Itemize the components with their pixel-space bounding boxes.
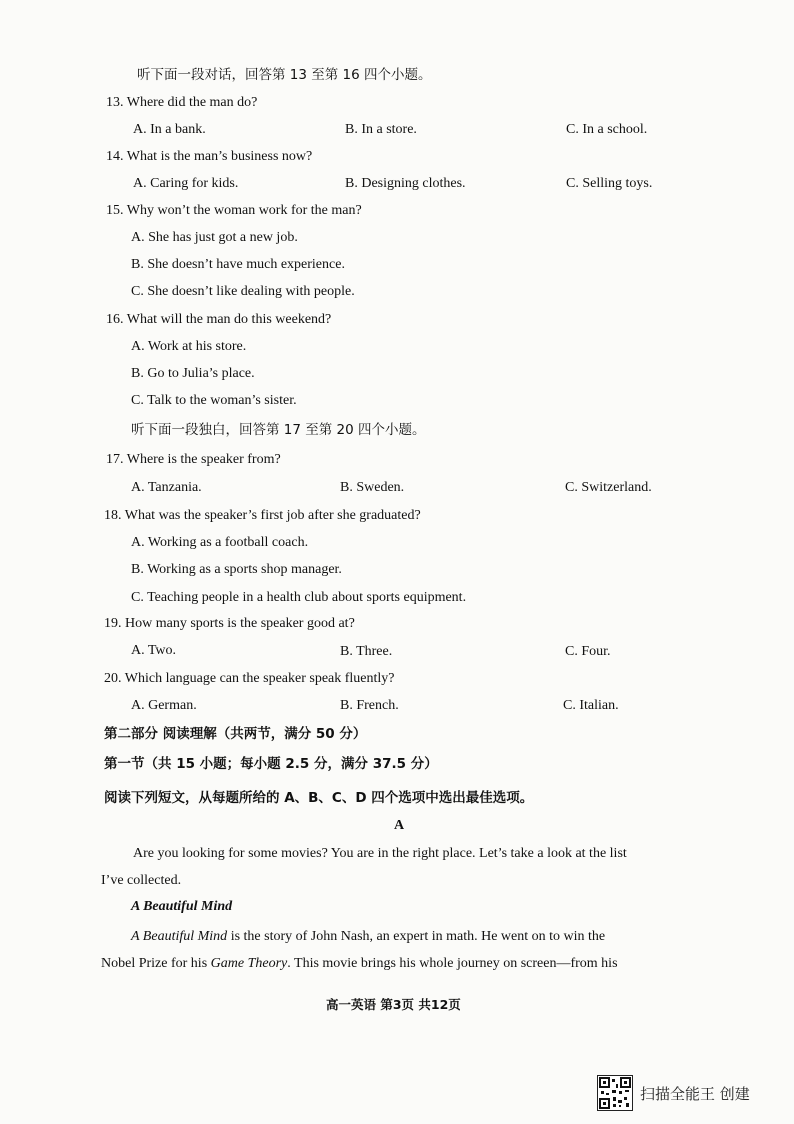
- question-20-stem: 20. Which language can the speaker speak fluently?: [104, 671, 395, 686]
- question-14-option-c: C. Selling toys.: [566, 176, 653, 191]
- passage-intro-line-1: Are you looking for some movies? You are in the right place. Let’s take a look at the list: [133, 846, 627, 861]
- paragraph-text-1: is the story of John Nash, an expert in math. He went on to win the: [227, 929, 606, 944]
- question-19-stem: 19. How many sports is the speaker good at?: [104, 616, 355, 631]
- question-14-option-b: B. Designing clothes.: [345, 176, 466, 191]
- question-17-option-c: C. Switzerland.: [565, 480, 652, 495]
- question-16-option-a: A. Work at his store.: [131, 339, 247, 354]
- question-18-option-c: C. Teaching people in a health club about sports equipment.: [131, 590, 467, 605]
- question-19-option-b: B. Three.: [340, 644, 393, 659]
- question-18-option-a: A. Working as a football coach.: [131, 535, 309, 550]
- question-14-stem: 14. What is the man’s business now?: [106, 149, 313, 164]
- passage-intro-line-2: I’ve collected.: [101, 873, 182, 888]
- question-15-option-c: C. She doesn’t like dealing with people.: [131, 284, 355, 299]
- movie-title-heading: A Beautiful Mind: [131, 899, 233, 914]
- question-20-option-b: B. French.: [340, 698, 399, 713]
- scanner-watermark: 扫描全能王 创建: [640, 1085, 750, 1103]
- question-16-stem: 16. What will the man do this weekend?: [106, 312, 332, 327]
- passage-paragraph-line-1: [131, 928, 605, 946]
- question-20-option-a: A. German.: [131, 698, 197, 713]
- question-17-option-a: A. Tanzania.: [131, 480, 202, 495]
- qr-code-icon: [597, 1075, 633, 1111]
- passage-paragraph-line-2: [101, 955, 618, 973]
- question-14-option-a: A. Caring for kids.: [133, 176, 239, 191]
- part-2-heading: 第二部分 阅读理解（共两节，满分 50 分）: [104, 726, 367, 742]
- question-15-stem: 15. Why won’t the woman work for the man?: [106, 203, 362, 218]
- question-13-stem: 13. Where did the man do?: [106, 95, 258, 110]
- reading-instructions: 阅读下列短文，从每题所给的 A、B、C、D 四个选项中选出最佳选项。: [104, 790, 534, 806]
- question-19-option-c: C. Four.: [565, 644, 611, 659]
- paragraph-text-2b: . This movie brings his whole journey on screen—from his: [287, 956, 618, 971]
- page-footer: 高一英语 第3页 共12页: [326, 997, 461, 1012]
- question-16-option-b: B. Go to Julia’s place.: [131, 366, 255, 381]
- question-17-stem: 17. Where is the speaker from?: [106, 452, 281, 467]
- monologue-section-instruction: 听下面一段独白，回答第 17 至第 20 四个小题。: [131, 422, 426, 438]
- movie-title-inline: A Beautiful Mind: [131, 929, 228, 944]
- question-16-option-c: C. Talk to the woman’s sister.: [131, 393, 297, 408]
- passage-letter: A: [394, 818, 405, 833]
- question-18-option-b: B. Working as a sports shop manager.: [131, 562, 342, 577]
- question-19-option-a: A. Two.: [131, 643, 177, 658]
- question-17-option-b: B. Sweden.: [340, 480, 405, 495]
- question-13-option-a: A. In a bank.: [133, 122, 206, 137]
- paragraph-text-2a: Nobel Prize for his: [101, 956, 211, 971]
- question-13-option-b: B. In a store.: [345, 122, 417, 137]
- question-15-option-a: A. She has just got a new job.: [131, 230, 298, 245]
- game-theory-title: Game Theory: [210, 956, 288, 971]
- question-18-stem: 18. What was the speaker’s first job after she graduated?: [104, 508, 421, 523]
- listening-section-instruction: 听下面一段对话，回答第 13 至第 16 四个小题。: [137, 67, 432, 83]
- question-13-option-c: C. In a school.: [566, 122, 648, 137]
- question-20-option-c: C. Italian.: [563, 698, 619, 713]
- section-1-heading: 第一节（共 15 小题；每小题 2.5 分，满分 37.5 分）: [104, 756, 438, 772]
- question-15-option-b: B. She doesn’t have much experience.: [131, 257, 345, 272]
